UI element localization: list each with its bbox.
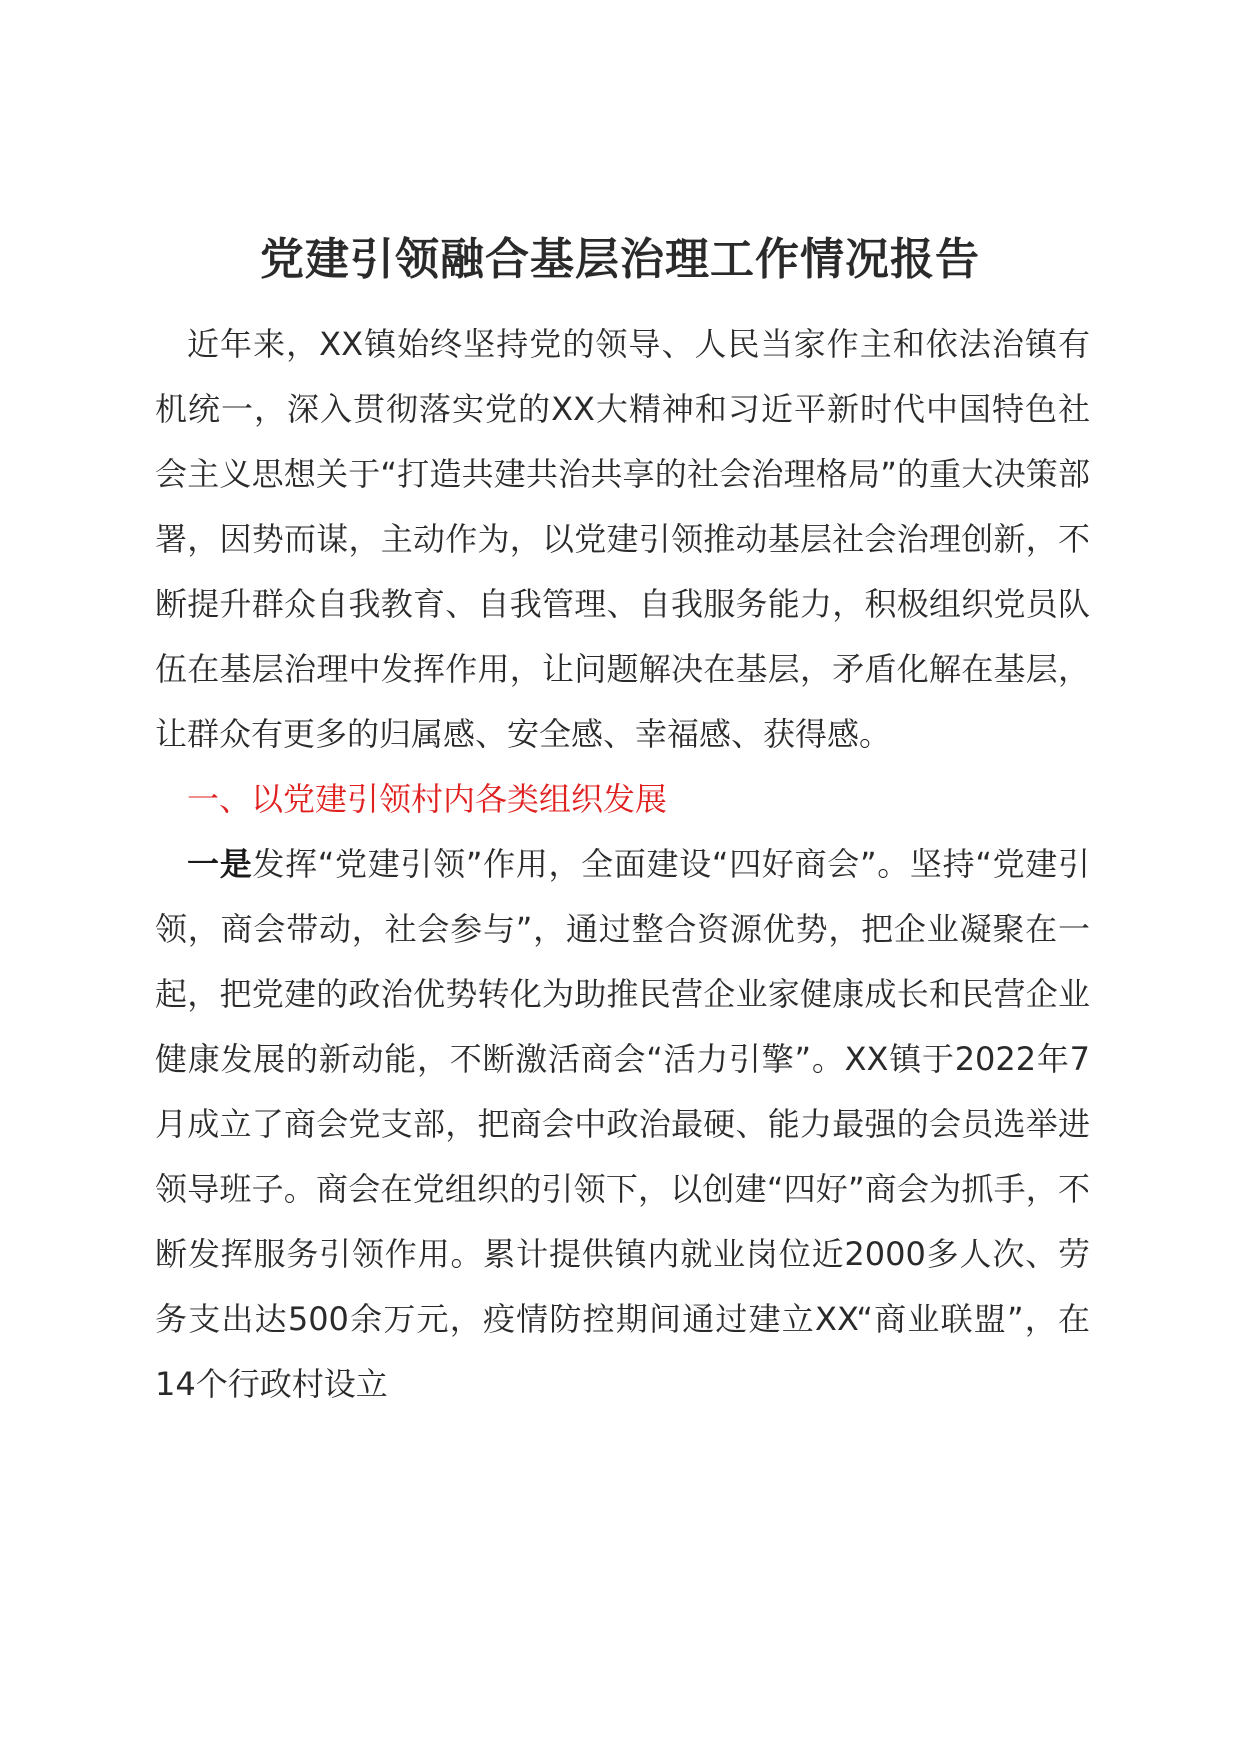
section-paragraph [155, 832, 1090, 1417]
document-body [155, 312, 1090, 1417]
document-title: 党建引领融合基层治理工作情况报告 [260, 234, 980, 285]
paragraph-lead-label: 一是 [187, 845, 253, 883]
section-heading: 一、以党建引领村内各类组织发展 [187, 780, 668, 818]
section-paragraph-text: 发挥“党建引领”作用，全面建设“四好商会”。坚持“党建引领，商会带动，社会参与”，通过整合资源优势，把企业凝聚在一起，把党建的政治优势转化为助推民营企业家健康成长和民营企业健康发展的新动能，不断激活商会“活力引擎”。XX镇于2022年7月成立了商会党支部，把商会中政治最硬、能力最强的会员选举进领导班子。商会在党组织的引领下，以创建“四好”商会为抓手，不断发挥服务引领作用。累计提供镇内就业岗位近2000多人次、劳务支出达500余万元，疫情防控期间通过建立XX“商业联盟”，在14个行政村设立 [155, 845, 1090, 1403]
intro-paragraph: 近年来，XX镇始终坚持党的领导、人民当家作主和依法治镇有机统一，深入贯彻落实党的XX大精神和习近平新时代中国特色社会主义思想关于“打造共建共治共享的社会治理格局”的重大决策部署，因势而谋，主动作为，以党建引领推动基层社会治理创新，不断提升群众自我教育、自我管理、自我服务能力，积极组织党员队伍在基层治理中发挥作用，让问题解决在基层，矛盾化解在基层，让群众有更多的归属感、安全感、幸福感、获得感。 [155, 325, 1090, 753]
